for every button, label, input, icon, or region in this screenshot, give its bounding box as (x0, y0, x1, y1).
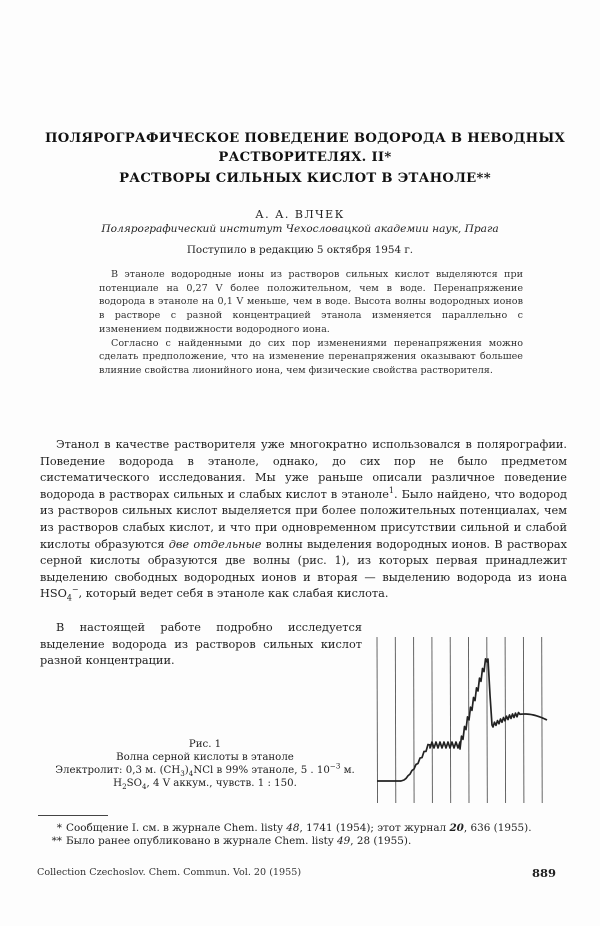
footnote-text: , 636 (1955). (463, 822, 532, 834)
volume: 49 (337, 835, 351, 847)
figure-label: Рис. 1 (188, 739, 222, 750)
caption-text: NCl в 99% этаноле, 5 . 10 (193, 765, 330, 776)
volume: 48 (286, 822, 300, 834)
body-text-run: . Было найдено, что водород из растворов сильных кислот выделяется при более положительных потенциалах, чем из растворов слабых кислот, и что при одновременном присутствии сильной и слабой кислоты образуются (40, 487, 567, 551)
caption-line-2 (40, 761, 370, 779)
ion-charge: − (71, 585, 79, 595)
abstract-paragraph-1: В этаноле водородные ионы из растворов сильных кислот выделяются при потенциале на 0,27 V более положительном, чем в воде. Перенапряжение водорода в этаноле на 0,1 V меньше, чем в воде. Высота волны водородных ионов в растворе с разной концентрацией этанола изменяется параллельно с изменением подвижности водородного иона. (99, 269, 523, 335)
gridline (414, 637, 415, 803)
abstract-paragraph-2: Согласно с найденными до сих пор изменениями перенапряжения можно сделать предположение, что на изменение перенапряжения оказывают большее влияние свойства лионийного иона, чем физические свойства растворителя. (99, 337, 523, 376)
footnote-text: Сообщение I. см. в журнале Chem. listy (66, 822, 287, 834)
caption-text: ) (184, 765, 189, 776)
caption-text: Электролит: 0,3 м. (CH (55, 765, 181, 776)
footnote-text: , 28 (1955). (350, 835, 412, 847)
received-date: Поступило в редакцию 5 октября 1954 г. (186, 244, 414, 256)
bisulfate-ion (40, 585, 79, 603)
caption-sub: 2 (122, 782, 127, 792)
polarogram-figure (370, 625, 560, 815)
paper-title-line-2: РАСТВОРИТЕЛЯХ. II* (218, 150, 392, 165)
footnote-text: Было ранее опубликовано в журнале Chem. listy (66, 835, 338, 847)
caption-text: SO (126, 778, 142, 789)
caption-sup: −3 (329, 761, 341, 771)
caption-text: м. (340, 765, 355, 776)
institution: Полярографический институт Чехословацкой академии наук, Прага (101, 223, 499, 235)
volume: 20 (449, 822, 464, 834)
body-paragraph-2: В настоящей работе подробно исследуется выделение водорода из растворов сильных кислот разной концентрации. (40, 621, 362, 668)
caption-line-1: Волна серной кислоты в этаноле (116, 752, 294, 763)
footnote-text: , 1741 (1954); этот журнал (299, 822, 450, 834)
gridline (395, 637, 396, 803)
gridline (542, 637, 543, 803)
gridline (432, 637, 433, 803)
author: А. А. ВЛЧЕК (255, 208, 345, 221)
caption-sub: 3 (180, 769, 185, 779)
footnote-mark: ** (51, 835, 62, 847)
figure-caption (40, 738, 370, 790)
paper-subtitle: РАСТВОРЫ СИЛЬНЫХ КИСЛОТ В ЭТАНОЛЕ** (119, 171, 491, 186)
gridline (377, 637, 378, 803)
footnote-2 (44, 835, 574, 848)
gridline (450, 637, 451, 803)
body-text-run: волны выделения водородных ионов. В растворах серной кислоты образуются две волны (рис. 1), из которых первая принадлежит выделению свободных водородных ионов и вторая — выделению водорода из иона (40, 537, 567, 584)
body-text-run: Этанол в качестве растворителя уже многократно использовался в полярографии. Поведение водорода в этаноле, однако, до сих пор не было предметом систематического исследования. Мы уже раньше описали различное поведение водорода в растворах сильных и слабых кислот в этаноле (40, 438, 567, 501)
body-paragraph-1 (40, 437, 567, 603)
page-number: 889 (532, 866, 557, 880)
caption-sub: 4 (188, 769, 194, 779)
caption-text: , 4 V аккум., чувств. 1 : 150. (146, 778, 297, 789)
caption-sub: 4 (141, 782, 147, 792)
footnote-1 (44, 822, 574, 835)
gridline (523, 637, 524, 803)
polarographic-wave-curve (377, 659, 547, 781)
body-text-run: , который ведет себя в этаноле как слабая кислота. (78, 587, 389, 601)
caption-text: H (113, 778, 123, 789)
caption-line-3 (40, 777, 370, 790)
body-text-narrow (40, 620, 362, 670)
abstract (99, 268, 523, 378)
paper-title-line-1: ПОЛЯРОГРАФИЧЕСКОЕ ПОВЕДЕНИЕ ВОДОРОДА В НЕВОДНЫХ (44, 131, 566, 146)
reference-1: 1 (388, 486, 394, 496)
ion-formula: HSO (40, 587, 67, 601)
footnote-rule (38, 815, 108, 816)
body-text (40, 437, 567, 603)
journal-footer: Collection Czechoslov. Chem. Commun. Vol. 20 (1955) (37, 867, 302, 878)
emphasis: две отдельные (168, 537, 262, 551)
footnotes (44, 822, 574, 848)
footnote-mark: * (56, 822, 62, 834)
ion-subscript: 4 (66, 593, 72, 603)
